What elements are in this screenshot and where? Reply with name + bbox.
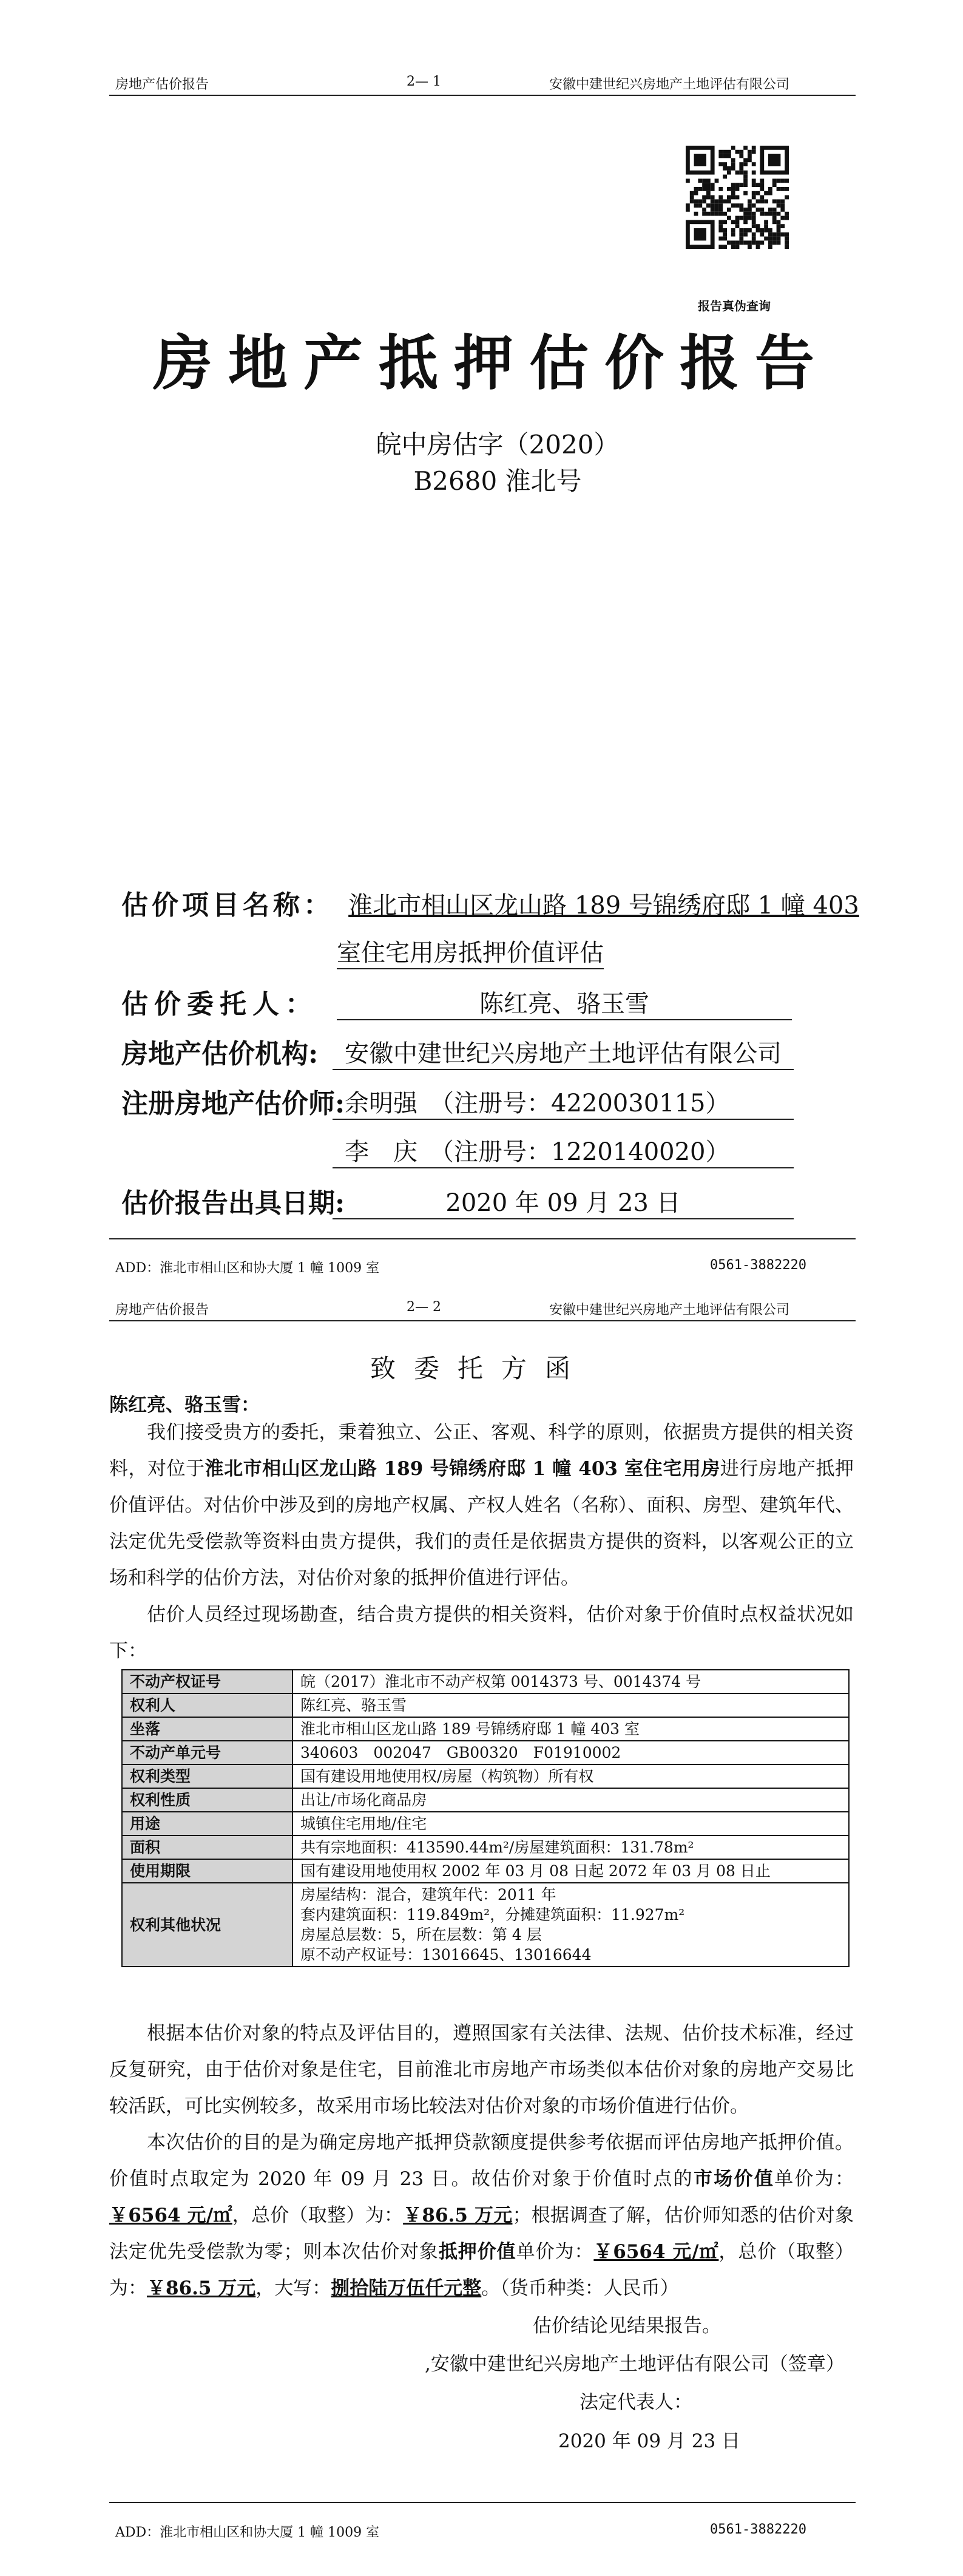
p4-t5: 单价为：: [516, 2241, 594, 2263]
report-number: 皖中房估字（2020）B2680 淮北号: [376, 430, 620, 496]
table-key: 权利其他状况: [122, 1883, 292, 1967]
table-row: [122, 1883, 849, 1967]
p4-t8: 。（货币种类：人民币）: [481, 2277, 679, 2299]
table-row: [122, 1764, 849, 1788]
table-row: [122, 1693, 849, 1717]
field-value-appraiser-2: 李 庆 （注册号：1220140020）: [333, 1133, 794, 1168]
p4-market-value-label: 市场价值: [693, 2168, 775, 2190]
table-value-line: 国有建设用地使用权/房屋（构筑物）所有权: [300, 1768, 594, 1785]
field-value-agency: 安徽中建世纪兴房地产土地评估有限公司: [333, 1034, 794, 1070]
p4-amount-in-words: 捌拾陆万伍仟元整: [331, 2277, 482, 2299]
closing-conclusion: 估价结论见结果报告。: [533, 2315, 721, 2337]
closing-company-seal: ,安徽中建世纪兴房地产土地评估有限公司（签章）: [425, 2353, 845, 2375]
page1-header-left: 房地产估价报告: [115, 77, 209, 92]
table-key: 不动产权证号: [122, 1670, 292, 1693]
field-value-project-line2: 室住宅用房抵押价值评估: [337, 934, 604, 969]
p4-t1: 本次估价的目的是为确定房地产抵押贷款额度提供参考依据而评估房地产抵押价值。价值时点取定为 2020 年 09 月 23 日。故估价对象于价值时点的: [109, 2132, 854, 2190]
p4-market-unit-price: ￥6564 元/㎡: [109, 2205, 232, 2226]
table-value-line: 套内建筑面积：119.849m²，分摊建筑面积：11.927m²: [300, 1906, 685, 1924]
table-value-line: 皖（2017）淮北市不动产权第 0014373 号、0014374 号: [300, 1673, 701, 1690]
letter-title: 致委托方函: [370, 1354, 589, 1383]
p4-t2: 单价为：: [774, 2168, 854, 2190]
table-value: [292, 1883, 849, 1967]
table-value: [292, 1859, 849, 1883]
page2-header-page: 2— 2: [407, 1300, 441, 1315]
letter-paragraph-3: 根据本估价对象的特点及评估目的，遵照国家有关法律、法规、估价技术标准，经过反复研究，由于估价对象是住宅，目前淮北市房地产市场类似本估价对象的房地产交易比较活跃，可比实例较多，故采用市场比较法对估价对象的市场价值进行估价。: [109, 2022, 854, 2117]
table-key: 权利性质: [122, 1788, 292, 1812]
p4-mortgage-total: ￥86.5 万元: [147, 2277, 256, 2299]
field-label-client: 估价委托人：: [121, 989, 318, 1020]
table-value-line: 陈红亮、骆玉雪: [300, 1696, 407, 1714]
rights-table: [121, 1669, 850, 1967]
table-key: 权利人: [122, 1693, 292, 1717]
letter-paragraph-2: 估价人员经过现场勘查，结合贵方提供的相关资料，估价对象于价值时点权益状况如下：: [109, 1604, 854, 1662]
table-value: [292, 1717, 849, 1741]
closing-date: 2020 年 09 月 23 日: [558, 2430, 741, 2452]
qr-caption: 报告真伪查询: [698, 299, 771, 313]
table-value: [292, 1788, 849, 1812]
page1-header-page: 2— 1: [407, 74, 441, 89]
field-value-client: 陈红亮、骆玉雪: [337, 985, 792, 1020]
p4-mortgage-unit-price: ￥6564 元/㎡: [593, 2241, 719, 2263]
table-row: [122, 1859, 849, 1883]
table-row: [122, 1812, 849, 1835]
table-value-line: 房屋结构：混合，建筑年代：2011 年: [300, 1886, 556, 1903]
table-row: [122, 1788, 849, 1812]
table-key: 用途: [122, 1812, 292, 1835]
table-value-line: 淮北市相山区龙山路 189 号锦绣府邸 1 幢 403 室: [300, 1720, 640, 1738]
report-title: 房地产抵押估价报告: [152, 328, 830, 398]
p4-t3: ，总价（取整）为：: [232, 2205, 404, 2226]
table-row: [122, 1717, 849, 1741]
page1-footer-rule: [109, 1238, 856, 1239]
field-label-agency: 房地产估价机构:: [121, 1039, 319, 1069]
letter-paragraph-4: [109, 2124, 854, 2307]
table-value-line: 出让/市场化商品房: [300, 1791, 427, 1809]
table-value: [292, 1812, 849, 1835]
field-value-project: 淮北市相山区龙山路 189 号锦绣府邸 1 幢 403: [348, 892, 859, 920]
table-value: [292, 1693, 849, 1717]
page2-footer-address: ADD：淮北市相山区和协大厦 1 幢 1009 室: [115, 2525, 380, 2540]
page1-footer-phone: 0561-3882220: [710, 1258, 806, 1273]
table-value-line: 国有建设用地使用权 2002 年 03 月 08 日起 2072 年 03 月 08 日止: [300, 1862, 771, 1880]
table-key: 权利类型: [122, 1764, 292, 1788]
qr-code-icon: [686, 146, 789, 249]
closing-legal-rep: 法定代表人：: [579, 2391, 692, 2413]
table-key: 不动产单元号: [122, 1741, 292, 1764]
p4-t4: ；根据调查了解，估价师知悉的估价对象法定优先受偿款为零；则本次估价对象: [109, 2205, 854, 2263]
page1-footer-address: ADD：淮北市相山区和协大厦 1 幢 1009 室: [115, 1261, 380, 1276]
salutation: 陈红亮、骆玉雪：: [109, 1394, 260, 1416]
table-value: [292, 1741, 849, 1764]
p1-property-address: 淮北市相山区龙山路 189 号锦绣府邸 1 幢 403 室住宅用房: [204, 1458, 720, 1480]
table-value-line: 房屋总层数：5，所在层数：第 4 层: [300, 1926, 542, 1944]
page2-header-rule: [109, 1320, 856, 1321]
field-label-date: 估价报告出具日期:: [121, 1188, 345, 1219]
table-value: [292, 1670, 849, 1693]
p4-t7: ，大写：: [255, 2277, 331, 2299]
p1-text-c: 进行房地产抵押价值评估。对估价中涉及到的房地产权属、产权人姓名（名称）、面积、房型、建筑年代、法定优先受偿款等资料由贵方提供，我们的责任是依据贵方提供的资料，以客观公正的立场和科学的估价方法，对估价对象的抵押价值进行评估。: [109, 1458, 854, 1589]
p4-market-total: ￥86.5 万元: [403, 2205, 513, 2226]
letter-paragraph-1: [109, 1414, 854, 1596]
page2-footer-rule: [109, 2502, 856, 2503]
p4-t6: ，总价（取整）为：: [109, 2241, 854, 2299]
table-value-line: 原不动产权证号：13016645、13016644: [300, 1946, 592, 1964]
table-key: 使用期限: [122, 1859, 292, 1883]
page2-footer-phone: 0561-3882220: [710, 2522, 806, 2537]
table-value: [292, 1764, 849, 1788]
table-key: 面积: [122, 1835, 292, 1859]
field-value-appraiser-1: 余明强 （注册号：4220030115）: [333, 1084, 794, 1120]
p1-text-a: 我们接受贵方的委托，秉着独立、公正、客观、科学的原则，依据贵方提供的相关资料，对位于: [109, 1422, 854, 1480]
table-value-line: 共有宗地面积：413590.44m²/房屋建筑面积：131.78m²: [300, 1839, 694, 1856]
table-row: [122, 1741, 849, 1764]
table-row: [122, 1835, 849, 1859]
table-value-line: 城镇住宅用地/住宅: [300, 1815, 427, 1832]
field-label-project: 估价项目名称：: [121, 890, 334, 921]
table-row: [122, 1670, 849, 1693]
page2-header-left: 房地产估价报告: [115, 1303, 209, 1318]
table-key: 坐落: [122, 1717, 292, 1741]
table-value: [292, 1835, 849, 1859]
page2-header-right: 安徽中建世纪兴房地产土地评估有限公司: [549, 1303, 790, 1318]
page1-header-right: 安徽中建世纪兴房地产土地评估有限公司: [549, 77, 790, 92]
field-value-date: 2020 年 09 月 23 日: [333, 1184, 794, 1219]
field-label-appraiser: 注册房地产估价师:: [121, 1088, 345, 1119]
table-value-line: 340603 002047 GB00320 F01910002: [300, 1744, 621, 1761]
p4-mortgage-value-label: 抵押价值: [438, 2241, 516, 2263]
page1-header-rule: [109, 95, 856, 96]
